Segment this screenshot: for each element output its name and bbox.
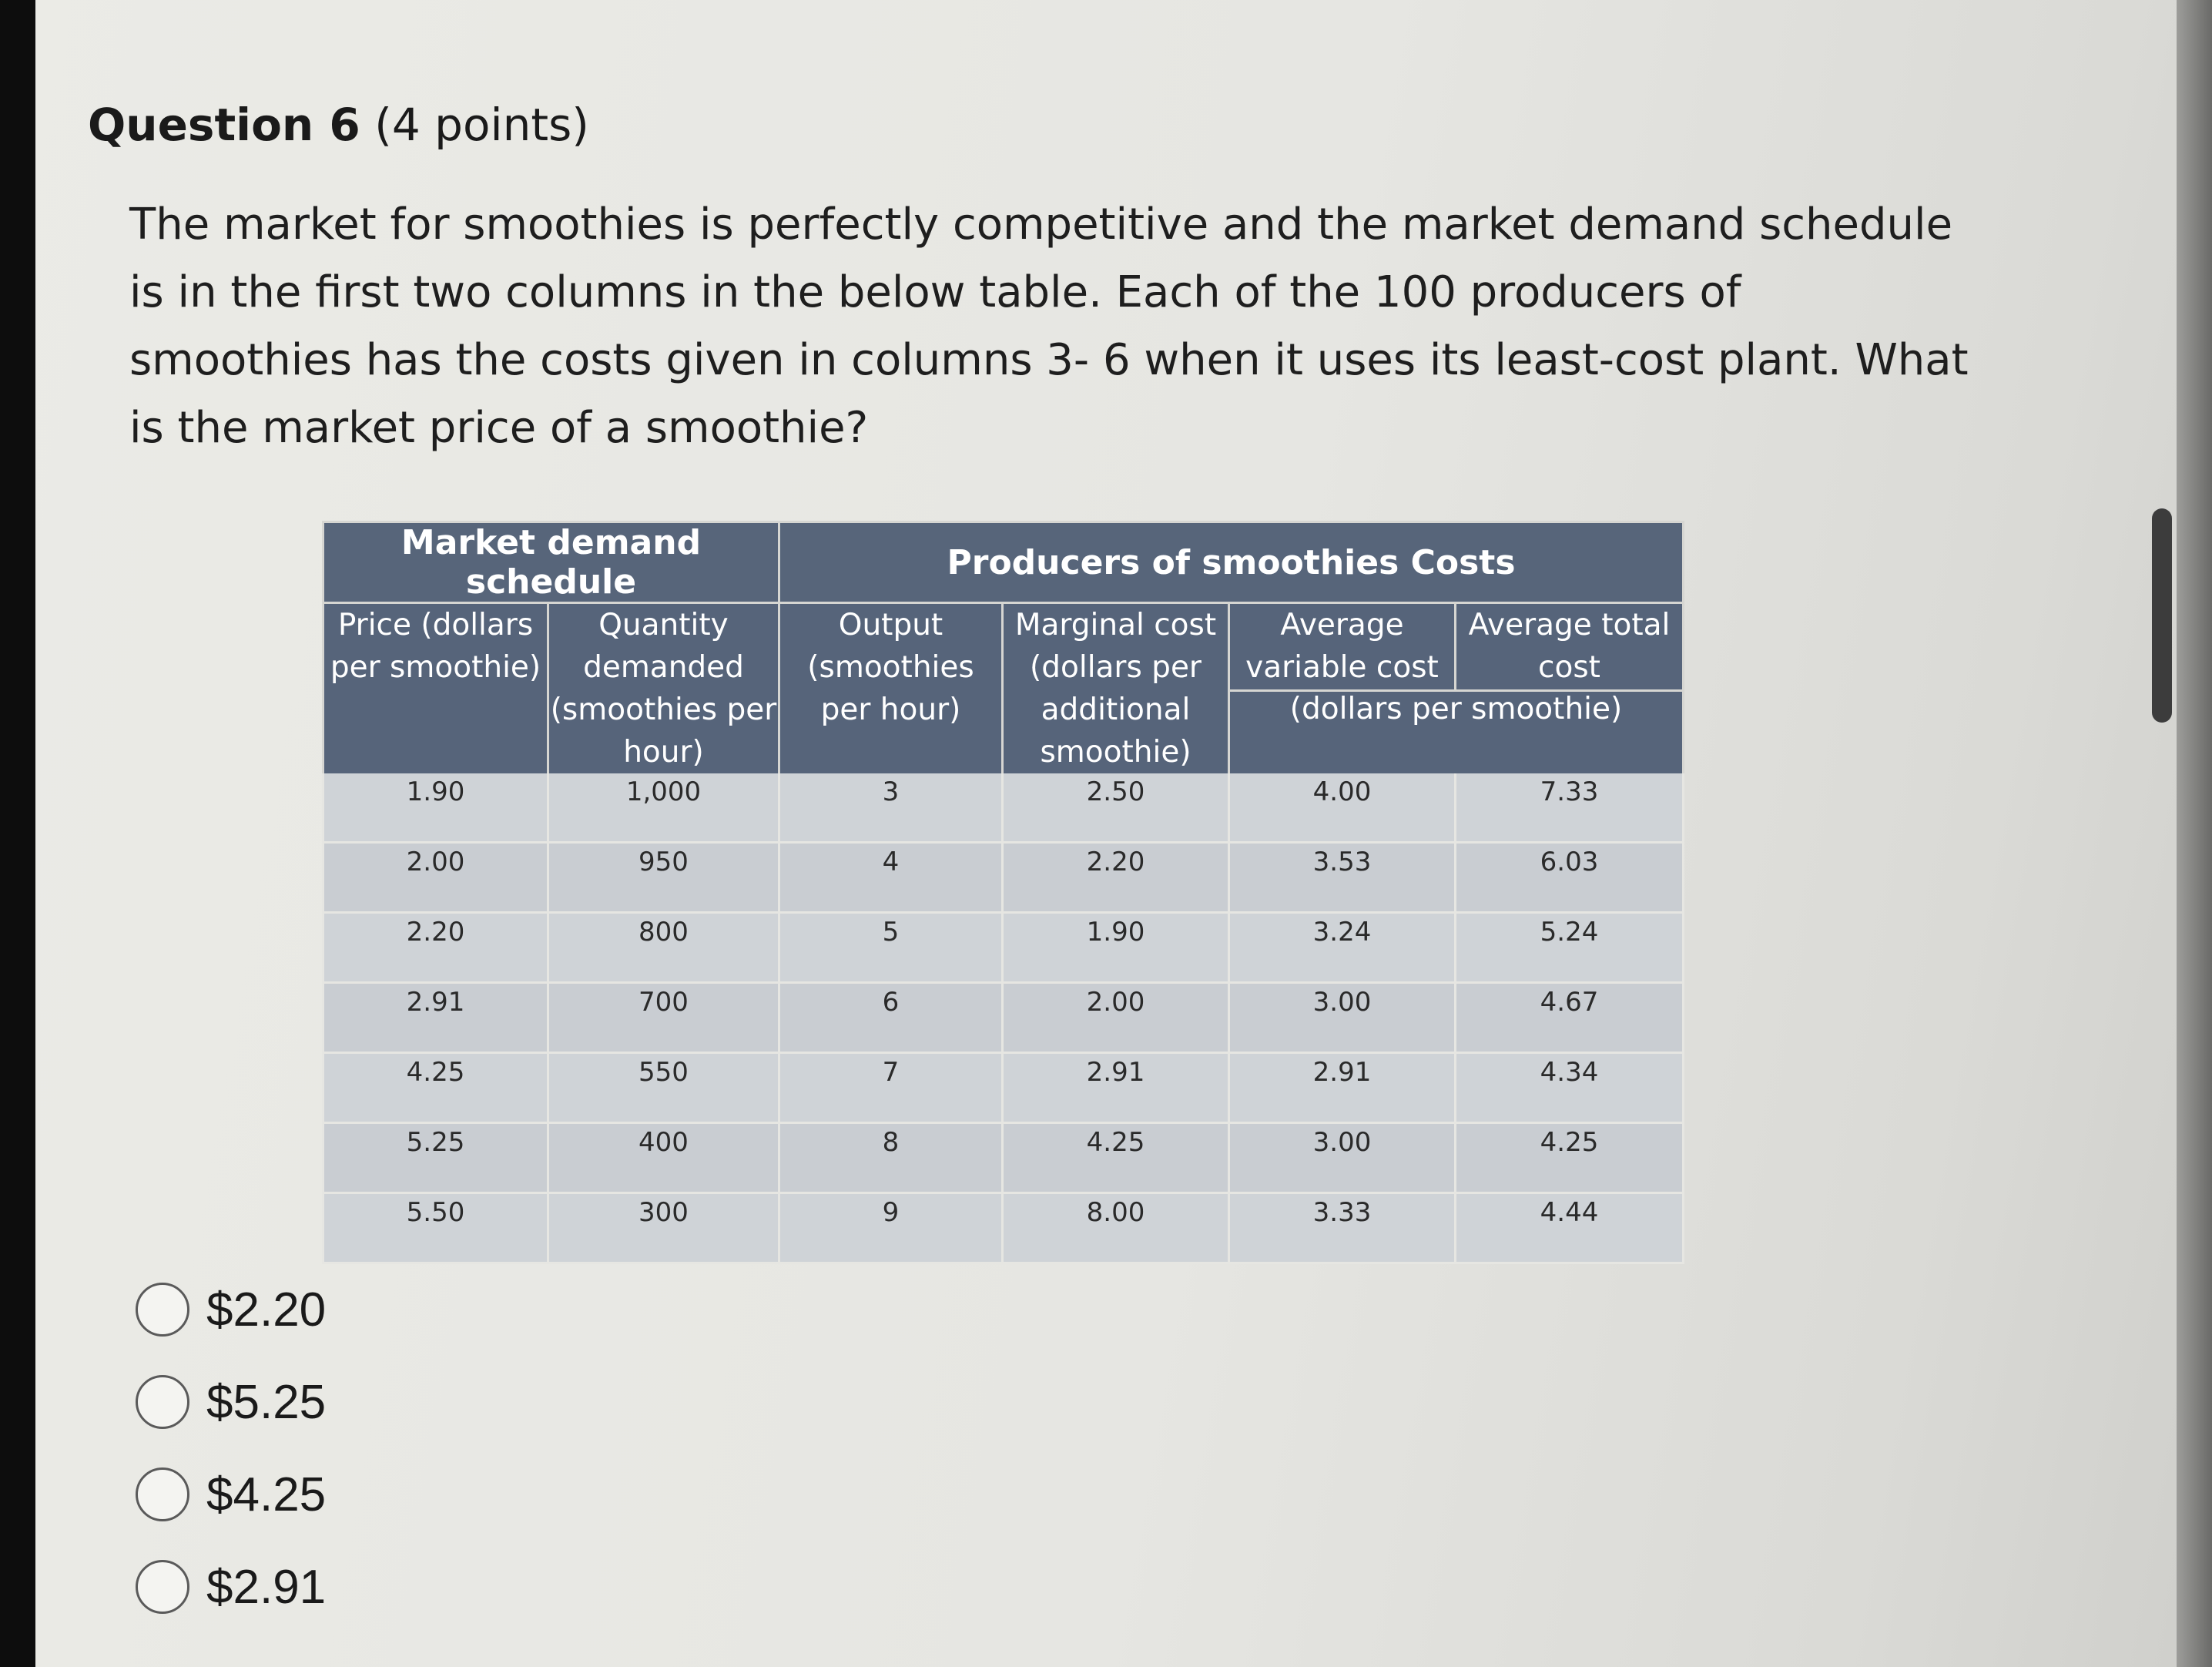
price-cell: 5.50: [323, 1193, 548, 1263]
table-row: [323, 983, 1684, 1053]
radio-button[interactable]: [136, 1283, 189, 1337]
marginal-cost-cell: 2.91: [1003, 1053, 1229, 1123]
prompt-line: smoothies has the costs given in columns 3- 6 when it uses its least-cost plant. What: [129, 335, 1969, 385]
output-cell: 7: [779, 1053, 1003, 1123]
table-row: [323, 1053, 1684, 1123]
atc-cell: 5.24: [1456, 913, 1684, 983]
quantity-cell: 300: [548, 1193, 779, 1263]
option-label[interactable]: $4.25: [206, 1467, 327, 1521]
output-cell: 8: [779, 1123, 1003, 1193]
quantity-cell: 950: [548, 843, 779, 913]
marginal-cost-column-header: Marginal cost (dollars per additional smoothie): [1003, 603, 1229, 774]
quantity-column-header: Quantity demanded (smoothies per hour): [548, 603, 779, 774]
output-cell: 5: [779, 913, 1003, 983]
quantity-cell: 400: [548, 1123, 779, 1193]
table-row: [323, 913, 1684, 983]
table-row: [323, 1193, 1684, 1263]
option-label[interactable]: $5.25: [206, 1375, 327, 1429]
answer-option-4[interactable]: [136, 1541, 326, 1633]
cost-units-header: (dollars per smoothie): [1229, 690, 1684, 773]
output-column-header: Output (smoothies per hour): [779, 603, 1003, 774]
screen-bezel-right: [2177, 0, 2212, 1667]
atc-cell: 4.34: [1456, 1053, 1684, 1123]
output-cell: 9: [779, 1193, 1003, 1263]
avc-cell: 3.00: [1229, 983, 1456, 1053]
prompt-line: is the market price of a smoothie?: [129, 403, 869, 453]
marginal-cost-cell: 2.00: [1003, 983, 1229, 1053]
table-row: [323, 773, 1684, 843]
quantity-cell: 1,000: [548, 773, 779, 843]
marginal-cost-cell: 1.90: [1003, 913, 1229, 983]
quantity-cell: 800: [548, 913, 779, 983]
price-cell: 1.90: [323, 773, 548, 843]
table-row: [323, 843, 1684, 913]
table-row: [323, 1123, 1684, 1193]
output-cell: 4: [779, 843, 1003, 913]
marginal-cost-cell: 2.50: [1003, 773, 1229, 843]
avc-cell: 4.00: [1229, 773, 1456, 843]
price-cell: 2.91: [323, 983, 548, 1053]
prompt-line: The market for smoothies is perfectly competitive and the market demand schedule: [129, 200, 1953, 250]
producer-costs-header: Producers of smoothies Costs: [779, 522, 1684, 603]
radio-button[interactable]: [136, 1375, 189, 1429]
avc-column-header: Average variable cost: [1229, 603, 1456, 691]
answer-options: [136, 1263, 326, 1633]
answer-option-2[interactable]: [136, 1356, 326, 1448]
atc-cell: 7.33: [1456, 773, 1684, 843]
avc-cell: 3.33: [1229, 1193, 1456, 1263]
output-cell: 6: [779, 983, 1003, 1053]
atc-cell: 4.25: [1456, 1123, 1684, 1193]
screen-bezel-left: [0, 0, 35, 1667]
price-column-header: Price (dollars per smoothie): [323, 603, 548, 774]
price-cell: 2.00: [323, 843, 548, 913]
output-cell: 3: [779, 773, 1003, 843]
marginal-cost-cell: 4.25: [1003, 1123, 1229, 1193]
marginal-cost-cell: 8.00: [1003, 1193, 1229, 1263]
atc-cell: 4.67: [1456, 983, 1684, 1053]
answer-option-1[interactable]: [136, 1263, 326, 1356]
atc-cell: 4.44: [1456, 1193, 1684, 1263]
atc-cell: 6.03: [1456, 843, 1684, 913]
price-cell: 4.25: [323, 1053, 548, 1123]
radio-button[interactable]: [136, 1467, 189, 1521]
question-prompt: [129, 191, 1969, 462]
avc-cell: 3.24: [1229, 913, 1456, 983]
option-label[interactable]: $2.20: [206, 1283, 327, 1337]
scrollbar-thumb[interactable]: [2152, 508, 2172, 723]
prompt-line: is in the first two columns in the below table. Each of the 100 producers of: [129, 267, 1741, 317]
atc-column-header: Average total cost: [1456, 603, 1684, 691]
price-cell: 2.20: [323, 913, 548, 983]
price-cell: 5.25: [323, 1123, 548, 1193]
market-demand-header: Market demand schedule: [323, 522, 779, 603]
quantity-cell: 700: [548, 983, 779, 1053]
answer-option-3[interactable]: [136, 1448, 326, 1541]
avc-cell: 3.53: [1229, 843, 1456, 913]
marginal-cost-cell: 2.20: [1003, 843, 1229, 913]
quantity-cell: 550: [548, 1053, 779, 1123]
question-title: Question 6: [88, 99, 360, 151]
radio-button[interactable]: [136, 1560, 189, 1614]
avc-cell: 2.91: [1229, 1053, 1456, 1123]
option-label[interactable]: $2.91: [206, 1560, 327, 1614]
cost-table: [322, 521, 1684, 1264]
question-points: (4 points): [374, 99, 589, 151]
question-header: [88, 99, 589, 151]
avc-cell: 3.00: [1229, 1123, 1456, 1193]
